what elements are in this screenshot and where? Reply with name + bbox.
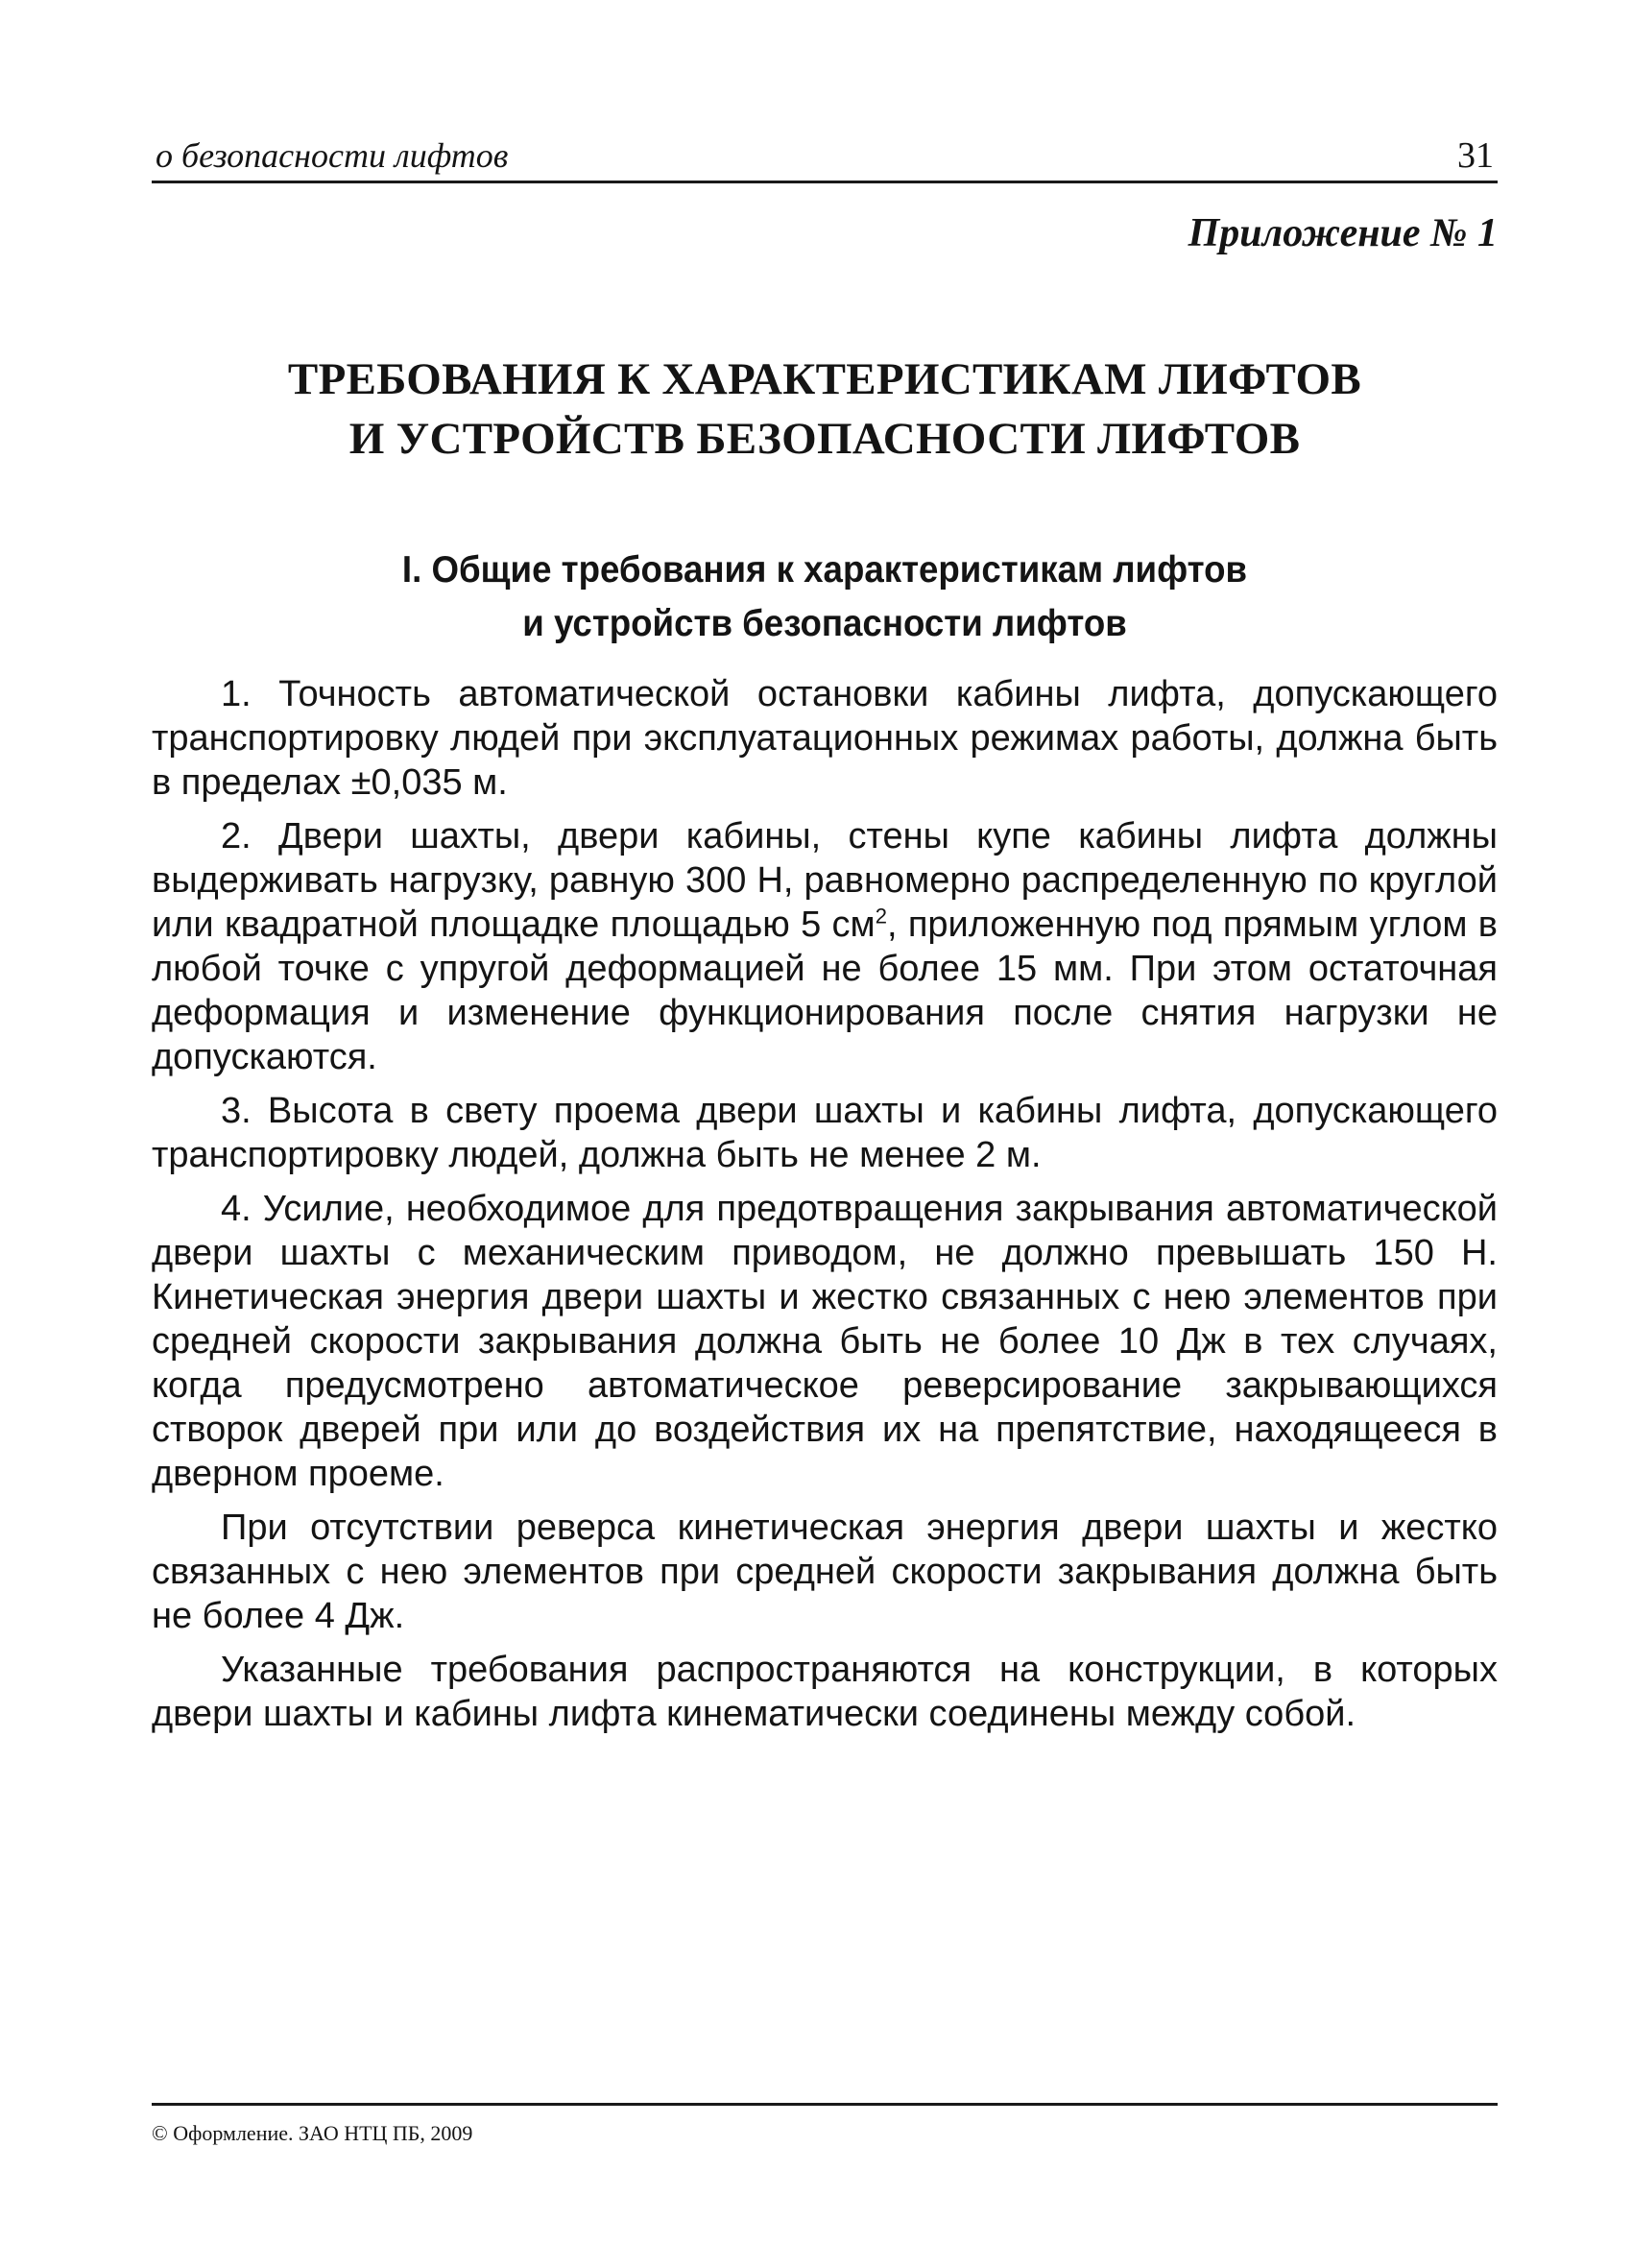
footer-copyright: © Оформление. ЗАО НТЦ ПБ, 2009 xyxy=(152,2121,473,2145)
footer-divider xyxy=(152,2103,1498,2106)
document-title-line-1: ТРЕБОВАНИЯ К ХАРАКТЕРИСТИКАМ ЛИФТОВ xyxy=(287,354,1362,404)
paragraph-6: Указанные требования распространяются на конструкции, в которых двери шахты и кабины лифта кинематически соединены между собой. xyxy=(152,1650,1498,1734)
running-title: о безопасности лифтов xyxy=(156,136,509,175)
section-heading xyxy=(192,543,1457,651)
paragraph-2 xyxy=(152,814,1498,1079)
appendix-label: Приложение № 1 xyxy=(1188,211,1498,255)
paragraph-1: 1. Точность автоматической остановки кабины лифта, допускающего транспортировку людей при эксплуатационных режимах работы, должна быть в пределах ±0,035 м. xyxy=(152,674,1498,803)
body-text xyxy=(152,672,1498,1746)
paragraph-2-text-b: , приложенную под прямым углом в любой точке с упругой деформацией не более 15 мм. При этом остаточная деформация и изменение функционирования после снятия нагрузки не допускаются. xyxy=(152,905,1498,1077)
paragraph-2-superscript: 2 xyxy=(875,904,887,929)
running-header xyxy=(152,133,1498,183)
paragraph-2-text-a: 2. Двери шахты, двери кабины, стены купе кабины лифта должны выдерживать нагрузку, равную 300 Н, равномерно распределенную по круглой или квадратной площадке площадью 5 см xyxy=(152,816,1498,945)
page-number: 31 xyxy=(1457,135,1494,176)
paragraph-4: 4. Усилие, необходимое для предотвращения закрывания автоматической двери шахты с механическим приводом, не должно превышать 150 Н. Кинетическая энергия двери шахты и жестко связанных с нею элементов при средней скорости закрывания должна быть не более 10 Дж в тех случаях, когда предусмотрено автоматическое реверсирование закрывающихся створок дверей при или до воздействия их на препятствие, находящееся в дверном проеме. xyxy=(152,1189,1498,1494)
paragraph-3: 3. Высота в свету проема двери шахты и кабины лифта, допускающего транспортировку людей, должна быть не менее 2 м. xyxy=(152,1091,1498,1175)
document-title xyxy=(152,350,1498,469)
section-heading-line-2: и устройств безопасности лифтов xyxy=(522,603,1127,644)
document-title-line-2: И УСТРОЙСТВ БЕЗОПАСНОСТИ ЛИФТОВ xyxy=(348,414,1301,464)
section-heading-line-1: I. Общие требования к характеристикам лифтов xyxy=(401,549,1248,591)
paragraph-5: При отсутствии реверса кинетическая энергия двери шахты и жестко связанных с нею элементов при средней скорости закрывания должна быть не более 4 Дж. xyxy=(152,1508,1498,1636)
